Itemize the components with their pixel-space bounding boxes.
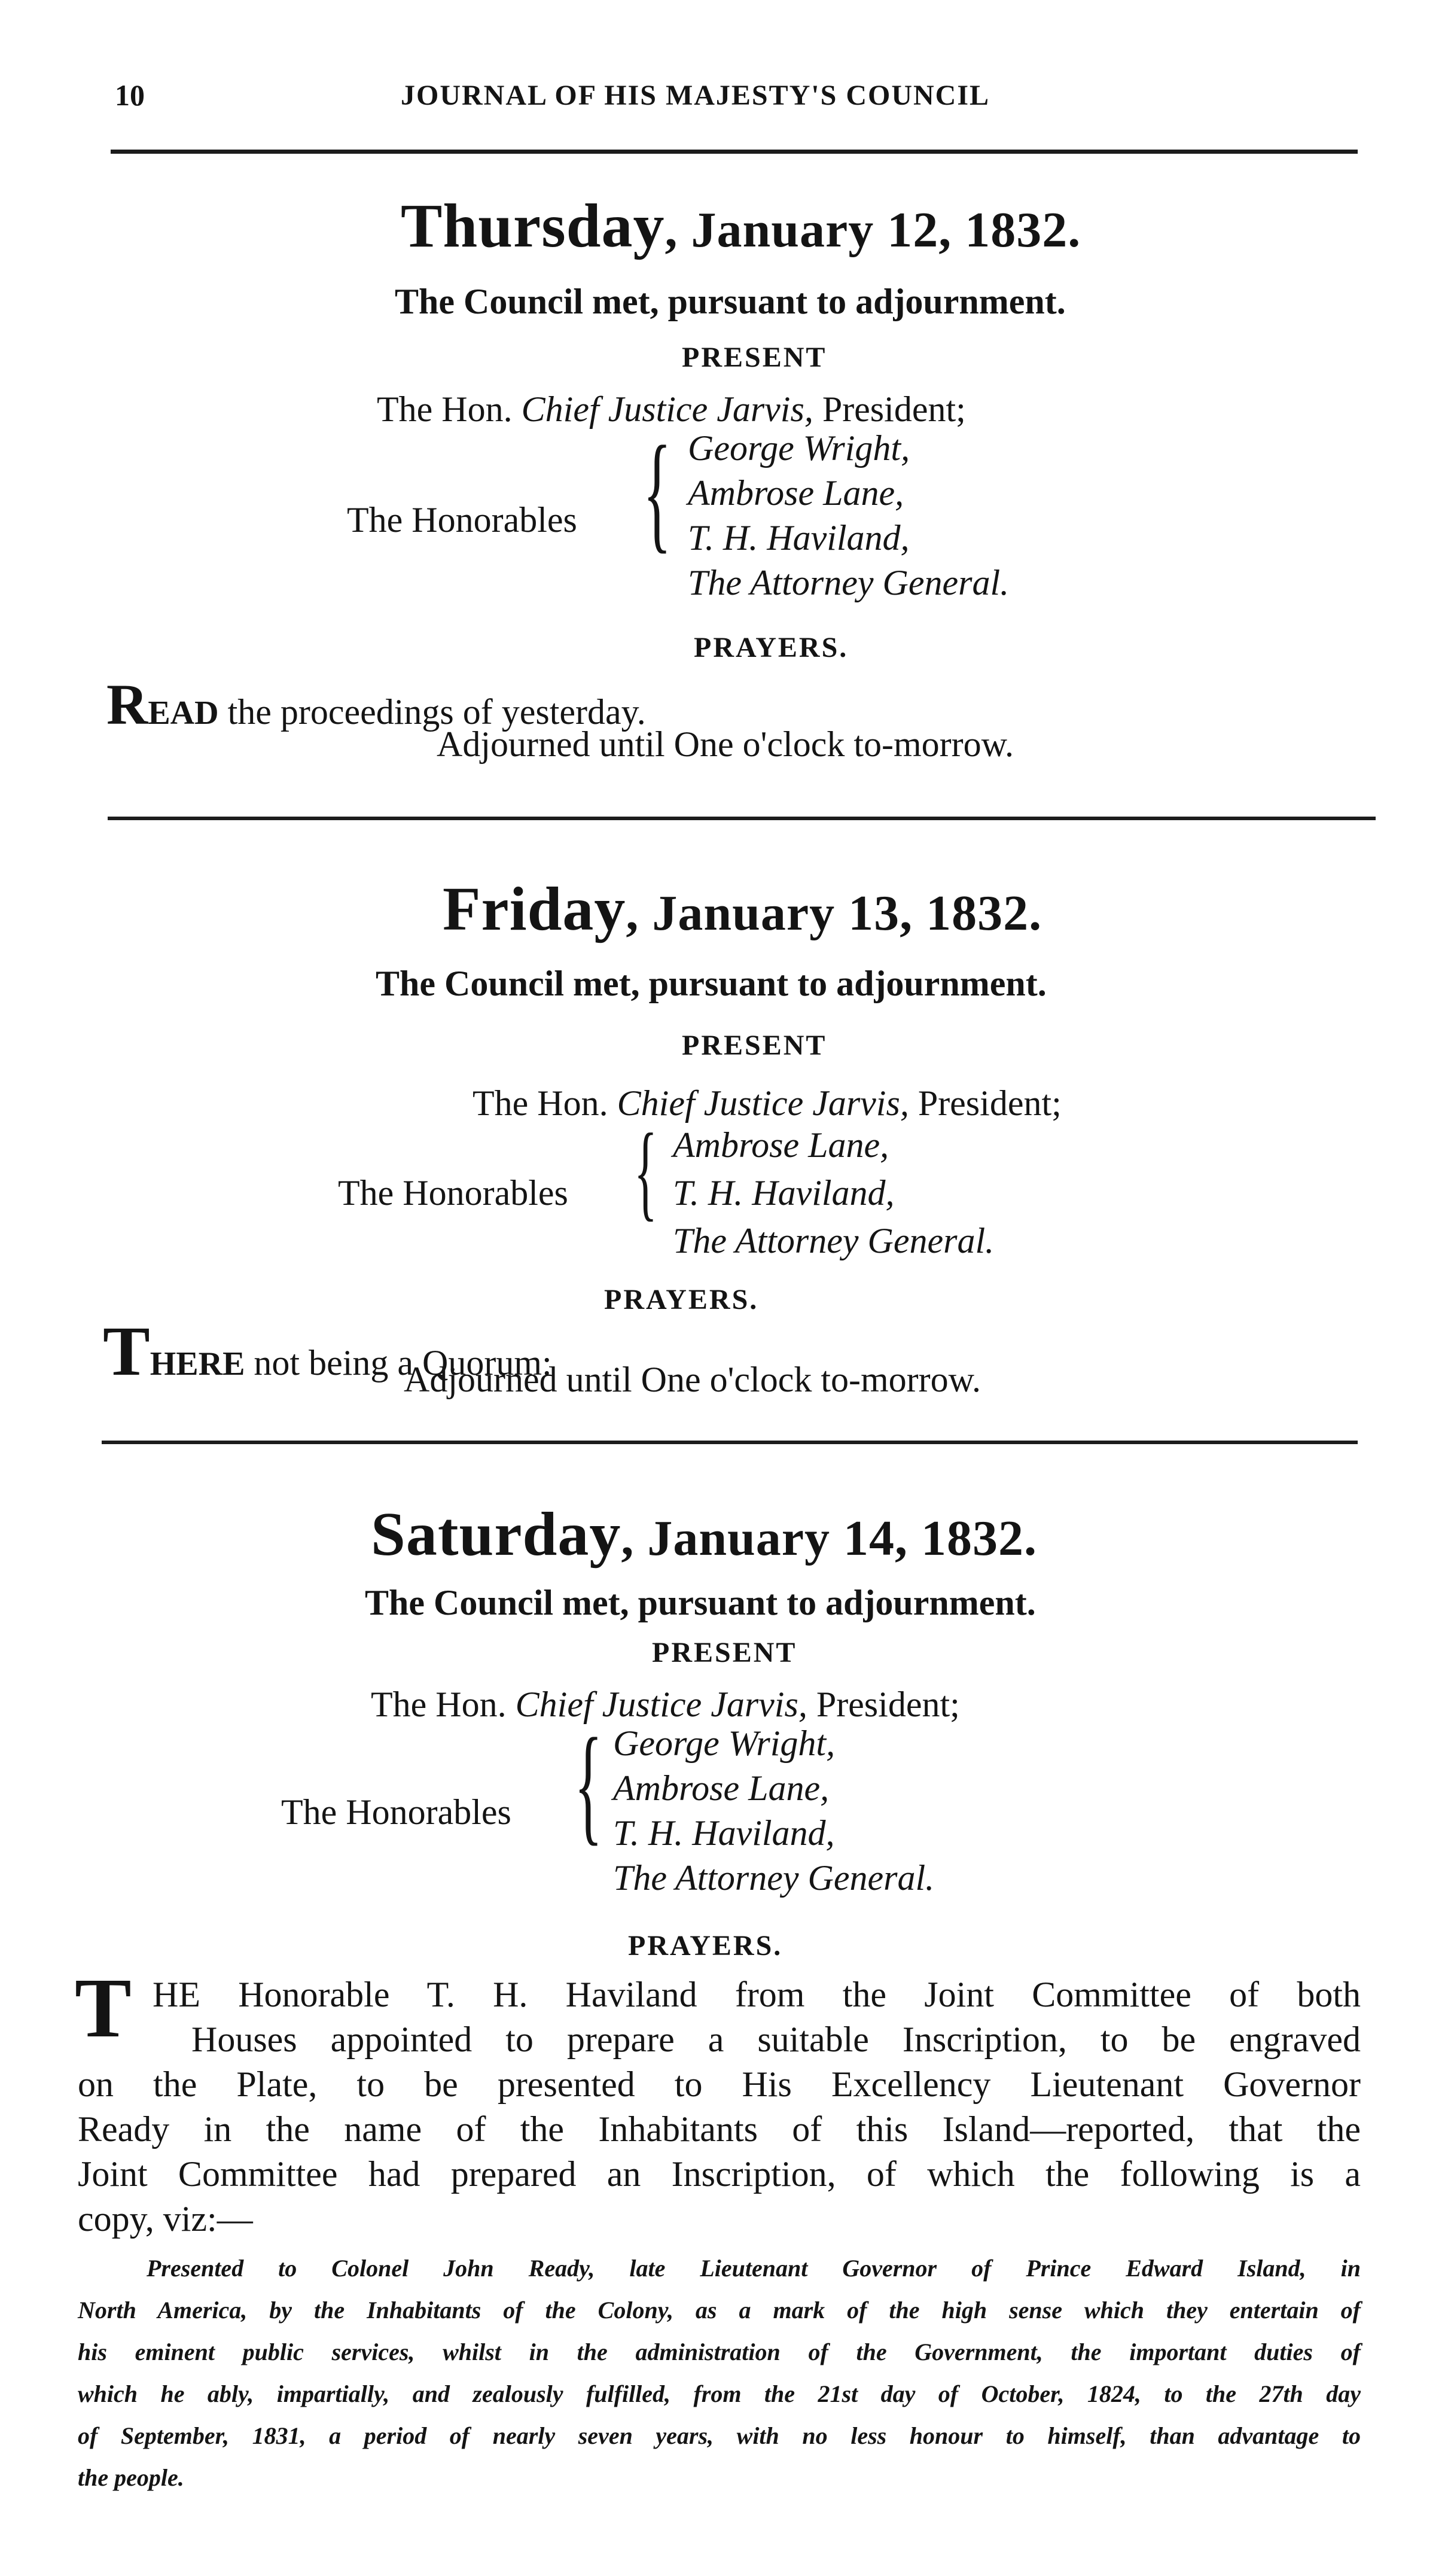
- president-suffix: President;: [816, 1685, 960, 1724]
- drop-cap: R: [106, 672, 148, 736]
- member-line: Ambrose Lane,: [688, 473, 904, 513]
- inscription-line: his eminent public services, whilst in the administration of the Government, the important duties of: [78, 2339, 1361, 2365]
- day-title: Saturday, January 14, 1832.: [371, 1500, 1038, 1569]
- council-met-line: The Council met, pursuant to adjournment.: [395, 282, 1066, 321]
- adjourned-line: Adjourned until One o'clock to-morrow.: [404, 1360, 981, 1399]
- council-met-line: The Council met, pursuant to adjournment.: [376, 964, 1047, 1003]
- header-rule: [111, 150, 1358, 154]
- inscription-line: which he ably, impartially, and zealously fulfilled, from the 21st day of October, 1824, to the 27th day: [78, 2380, 1361, 2407]
- member-line: T. H. Haviland,: [673, 1173, 895, 1213]
- president-prefix: The Hon.: [473, 1083, 608, 1123]
- member-line: The Attorney General.: [688, 563, 1010, 602]
- member-line: Ambrose Lane,: [613, 1768, 830, 1808]
- brace: {: [643, 419, 672, 565]
- member-line: Ambrose Lane,: [673, 1125, 889, 1165]
- lead-word: HERE: [150, 1345, 245, 1383]
- member-line: The Attorney General.: [613, 1858, 935, 1898]
- honorables-label: The Honorables: [281, 1792, 511, 1832]
- lead-word: EAD: [148, 695, 219, 732]
- prayers-label: PRAYERS.: [604, 1284, 759, 1316]
- president-prefix: The Hon.: [377, 389, 513, 429]
- adjourned-line: Adjourned until One o'clock to-morrow.: [437, 724, 1014, 764]
- member-line: The Attorney General.: [673, 1221, 995, 1260]
- president-suffix: President;: [917, 1083, 1062, 1123]
- day-title: Thursday, January 12, 1832.: [401, 191, 1081, 260]
- section-rule: [102, 1441, 1358, 1444]
- drop-cap: T: [103, 1312, 150, 1390]
- president-name: Chief Justice Jarvis,: [617, 1083, 909, 1123]
- paragraph-line: Houses appointed to prepare a suitable Inscription, to be engraved: [191, 2020, 1361, 2059]
- member-line: George Wright,: [688, 428, 910, 468]
- lead-rest: the proceedings of yesterday.: [227, 692, 646, 732]
- council-met-line: The Council met, pursuant to adjournment.: [365, 1583, 1036, 1622]
- president-suffix: President;: [822, 389, 966, 429]
- member-line: George Wright,: [613, 1724, 836, 1763]
- date: January 13, 1832.: [652, 885, 1042, 941]
- paragraph-line: Ready in the name of the Inhabitants of this Island—reported, that the: [78, 2109, 1361, 2149]
- section-rule: [108, 817, 1376, 820]
- brace: {: [574, 1711, 603, 1857]
- honorables-label: The Honorables: [347, 500, 577, 540]
- day-name: Thursday: [401, 191, 665, 260]
- president-line: [371, 1684, 960, 1725]
- inscription-line: the people.: [78, 2464, 184, 2491]
- present-label: PRESENT: [682, 342, 827, 373]
- inscription-line: of September, 1831, a period of nearly seven years, with no less honour to himself, than advantage to: [78, 2422, 1361, 2449]
- day-name: Saturday: [371, 1500, 621, 1569]
- paragraph-line: HE Honorable T. H. Haviland from the Joint Committee of both: [153, 1975, 1361, 2014]
- paragraph-line: Joint Committee had prepared an Inscription, of which the following is a: [78, 2154, 1361, 2194]
- honorables-label: The Honorables: [338, 1173, 568, 1213]
- president-prefix: The Hon.: [371, 1685, 507, 1724]
- day-title: Friday, January 13, 1832.: [443, 875, 1042, 943]
- inscription-line: North America, by the Inhabitants of the Colony, as a mark of the high sense which they entertain of: [78, 2297, 1361, 2324]
- prayers-label: PRAYERS.: [694, 632, 849, 663]
- drop-cap: T: [75, 1960, 132, 2055]
- present-label: PRESENT: [652, 1637, 797, 1668]
- date: January 14, 1832.: [647, 1511, 1038, 1566]
- running-header: JOURNAL OF HIS MAJESTY'S COUNCIL: [401, 80, 990, 111]
- member-line: T. H. Haviland,: [613, 1813, 835, 1853]
- page-number: 10: [115, 78, 145, 112]
- present-label: PRESENT: [682, 1030, 827, 1061]
- member-line: T. H. Haviland,: [688, 518, 910, 558]
- inscription-line: Presented to Colonel John Ready, late Lieutenant Governor of Prince Edward Island, in: [147, 2255, 1361, 2282]
- brace: {: [634, 1112, 657, 1231]
- day-name: Friday: [443, 875, 626, 943]
- date: January 12, 1832.: [691, 202, 1081, 258]
- paragraph-line: copy, viz:—: [78, 2199, 253, 2239]
- lead-rest: not being a Quorum:: [254, 1343, 552, 1383]
- president-name: Chief Justice Jarvis,: [521, 389, 813, 429]
- president-name: Chief Justice Jarvis,: [515, 1685, 807, 1724]
- paragraph-line: on the Plate, to be presented to His Excellency Lieutenant Governor: [78, 2065, 1361, 2104]
- president-line: [473, 1083, 1062, 1124]
- prayers-label: PRAYERS.: [628, 1930, 783, 1962]
